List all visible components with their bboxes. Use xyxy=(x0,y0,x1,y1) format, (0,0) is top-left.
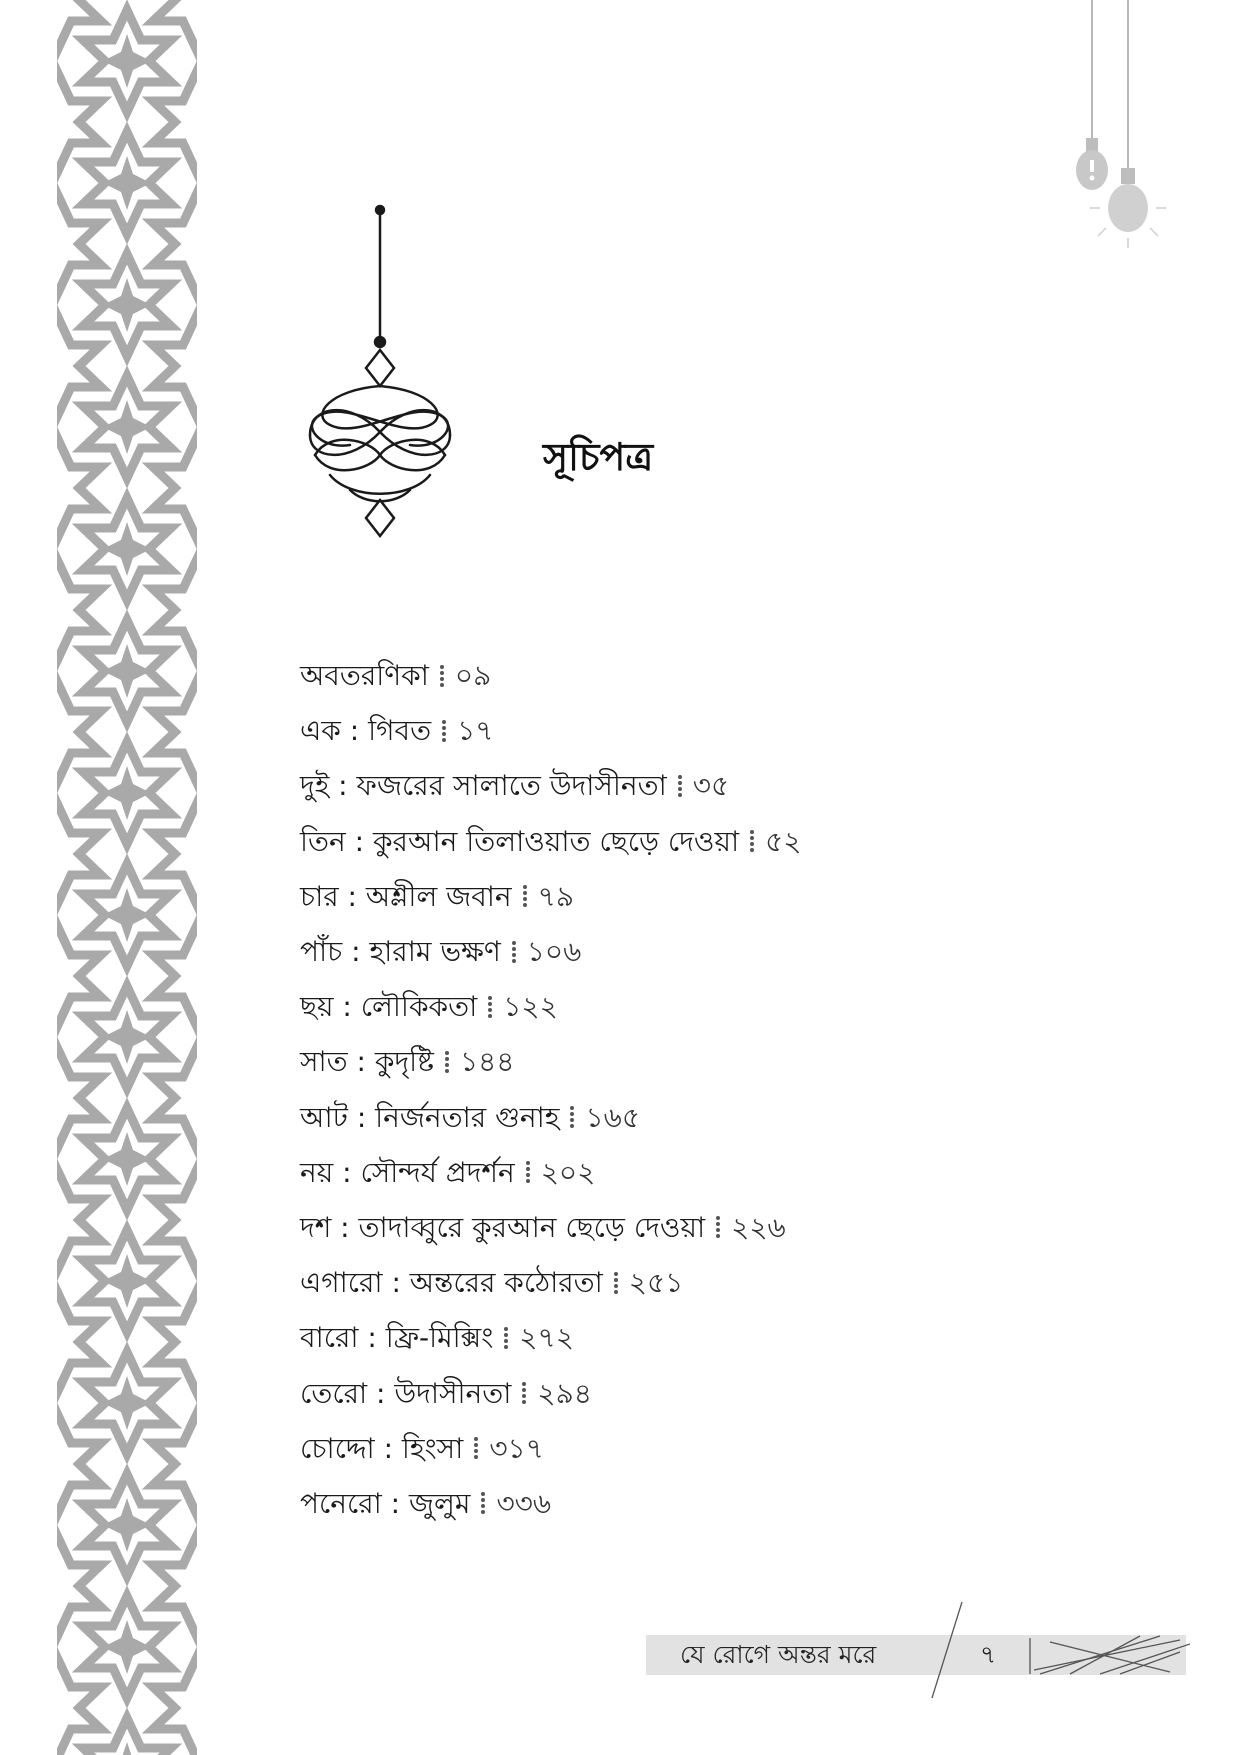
toc-entry xyxy=(300,1421,920,1476)
toc-entry-label: চোদ্দো : হিংসা xyxy=(300,1431,464,1465)
toc-entry-page: ৭৯ xyxy=(537,879,575,913)
separator-icon xyxy=(521,1378,527,1408)
toc-entry-label: এগারো : অন্তরের কঠোরতা xyxy=(300,1266,603,1300)
toc-entry xyxy=(300,869,920,924)
toc-entry xyxy=(300,924,920,979)
separator-icon xyxy=(473,1433,479,1463)
separator-icon xyxy=(613,1268,619,1298)
toc-entry-label: এক : গিবত xyxy=(300,714,432,748)
separator-icon xyxy=(525,1157,531,1187)
toc-entry-label: চার : অশ্লীল জবান xyxy=(300,879,512,913)
separator-icon xyxy=(480,1488,486,1518)
table-of-contents xyxy=(300,648,920,1531)
toc-entry xyxy=(300,1090,920,1145)
geometric-border-pattern xyxy=(57,0,197,1755)
hanging-ornament xyxy=(290,200,470,560)
separator-icon xyxy=(522,881,528,911)
toc-entry-label: নয় : সৌন্দর্য প্রদর্শন xyxy=(300,1155,515,1189)
toc-entry-page: ৫২ xyxy=(765,824,802,858)
toc-entry-label: দুই : ফজরের সালাতে উদাসীনতা xyxy=(300,769,667,803)
toc-entry xyxy=(300,648,920,703)
toc-entry-page: ১৭ xyxy=(457,714,494,748)
toc-entry-page: ৩৩৬ xyxy=(496,1486,552,1520)
toc-entry xyxy=(300,1476,920,1531)
toc-entry xyxy=(300,979,920,1034)
toc-entry-label: আট : নির্জনতার গুনাহ xyxy=(300,1100,560,1134)
toc-entry-page: ১৪৪ xyxy=(459,1045,515,1079)
separator-icon xyxy=(569,1102,575,1132)
toc-entry xyxy=(300,1145,920,1200)
toc-entry-label: বারো : ফ্রি-মিক্সিং xyxy=(300,1321,494,1355)
toc-entry-label: পনেরো : জুলুম xyxy=(300,1486,471,1520)
toc-entry-page: ২০২ xyxy=(540,1155,596,1189)
toc-entry-page: ১০৬ xyxy=(526,935,582,969)
toc-entry-label: ছয় : লৌকিকতা xyxy=(300,990,478,1024)
toc-entry-page: ৩৫ xyxy=(692,769,730,803)
toc-entry-label: দশ : তাদাব্বুরে কুরআন ছেড়ে দেওয়া xyxy=(300,1210,706,1244)
separator-icon xyxy=(749,826,755,856)
toc-entry-label: পাঁচ : হারাম ভক্ষণ xyxy=(300,935,501,969)
toc-entry xyxy=(300,758,920,813)
toc-entry xyxy=(300,1365,920,1420)
separator-icon xyxy=(503,1323,509,1353)
separator-icon xyxy=(441,716,447,746)
toc-entry-label: সাত : কুদৃষ্টি xyxy=(300,1045,434,1079)
page-title: সূচিপত্র xyxy=(543,435,654,479)
toc-entry-page: ২৫১ xyxy=(628,1266,684,1300)
toc-entry-page: ০৯ xyxy=(454,659,492,693)
toc-entry-page: ২৭২ xyxy=(519,1321,574,1355)
toc-entry xyxy=(300,1200,920,1255)
bulb-icon xyxy=(1076,138,1108,190)
toc-entry xyxy=(300,1034,920,1089)
toc-entry-page: ১৬৫ xyxy=(585,1100,640,1134)
toc-entry-label: অবতরণিকা xyxy=(300,659,429,693)
book-title: যে রোগে অন্তর মরে xyxy=(680,1640,877,1669)
toc-entry-page: ২৯৪ xyxy=(537,1376,592,1410)
separator-icon xyxy=(487,992,493,1022)
toc-entry xyxy=(300,1310,920,1365)
separator-icon xyxy=(439,661,445,691)
toc-entry-label: তিন : কুরআন তিলাওয়াত ছেড়ে দেওয়া xyxy=(300,824,740,858)
separator-icon xyxy=(444,1047,450,1077)
separator-icon xyxy=(677,771,683,801)
toc-entry xyxy=(300,814,920,869)
toc-entry-page: ২২৬ xyxy=(731,1210,786,1244)
toc-entry-label: তেরো : উদাসীনতা xyxy=(300,1376,512,1410)
separator-icon xyxy=(715,1212,721,1242)
toc-entry xyxy=(300,703,920,758)
toc-entry-page: ৩১৭ xyxy=(489,1431,544,1465)
toc-entry-page: ১২২ xyxy=(503,990,558,1024)
toc-entry xyxy=(300,1255,920,1310)
hanging-bulbs-illustration xyxy=(1060,0,1180,250)
separator-icon xyxy=(511,937,517,967)
page-number: ৭ xyxy=(979,1640,997,1669)
